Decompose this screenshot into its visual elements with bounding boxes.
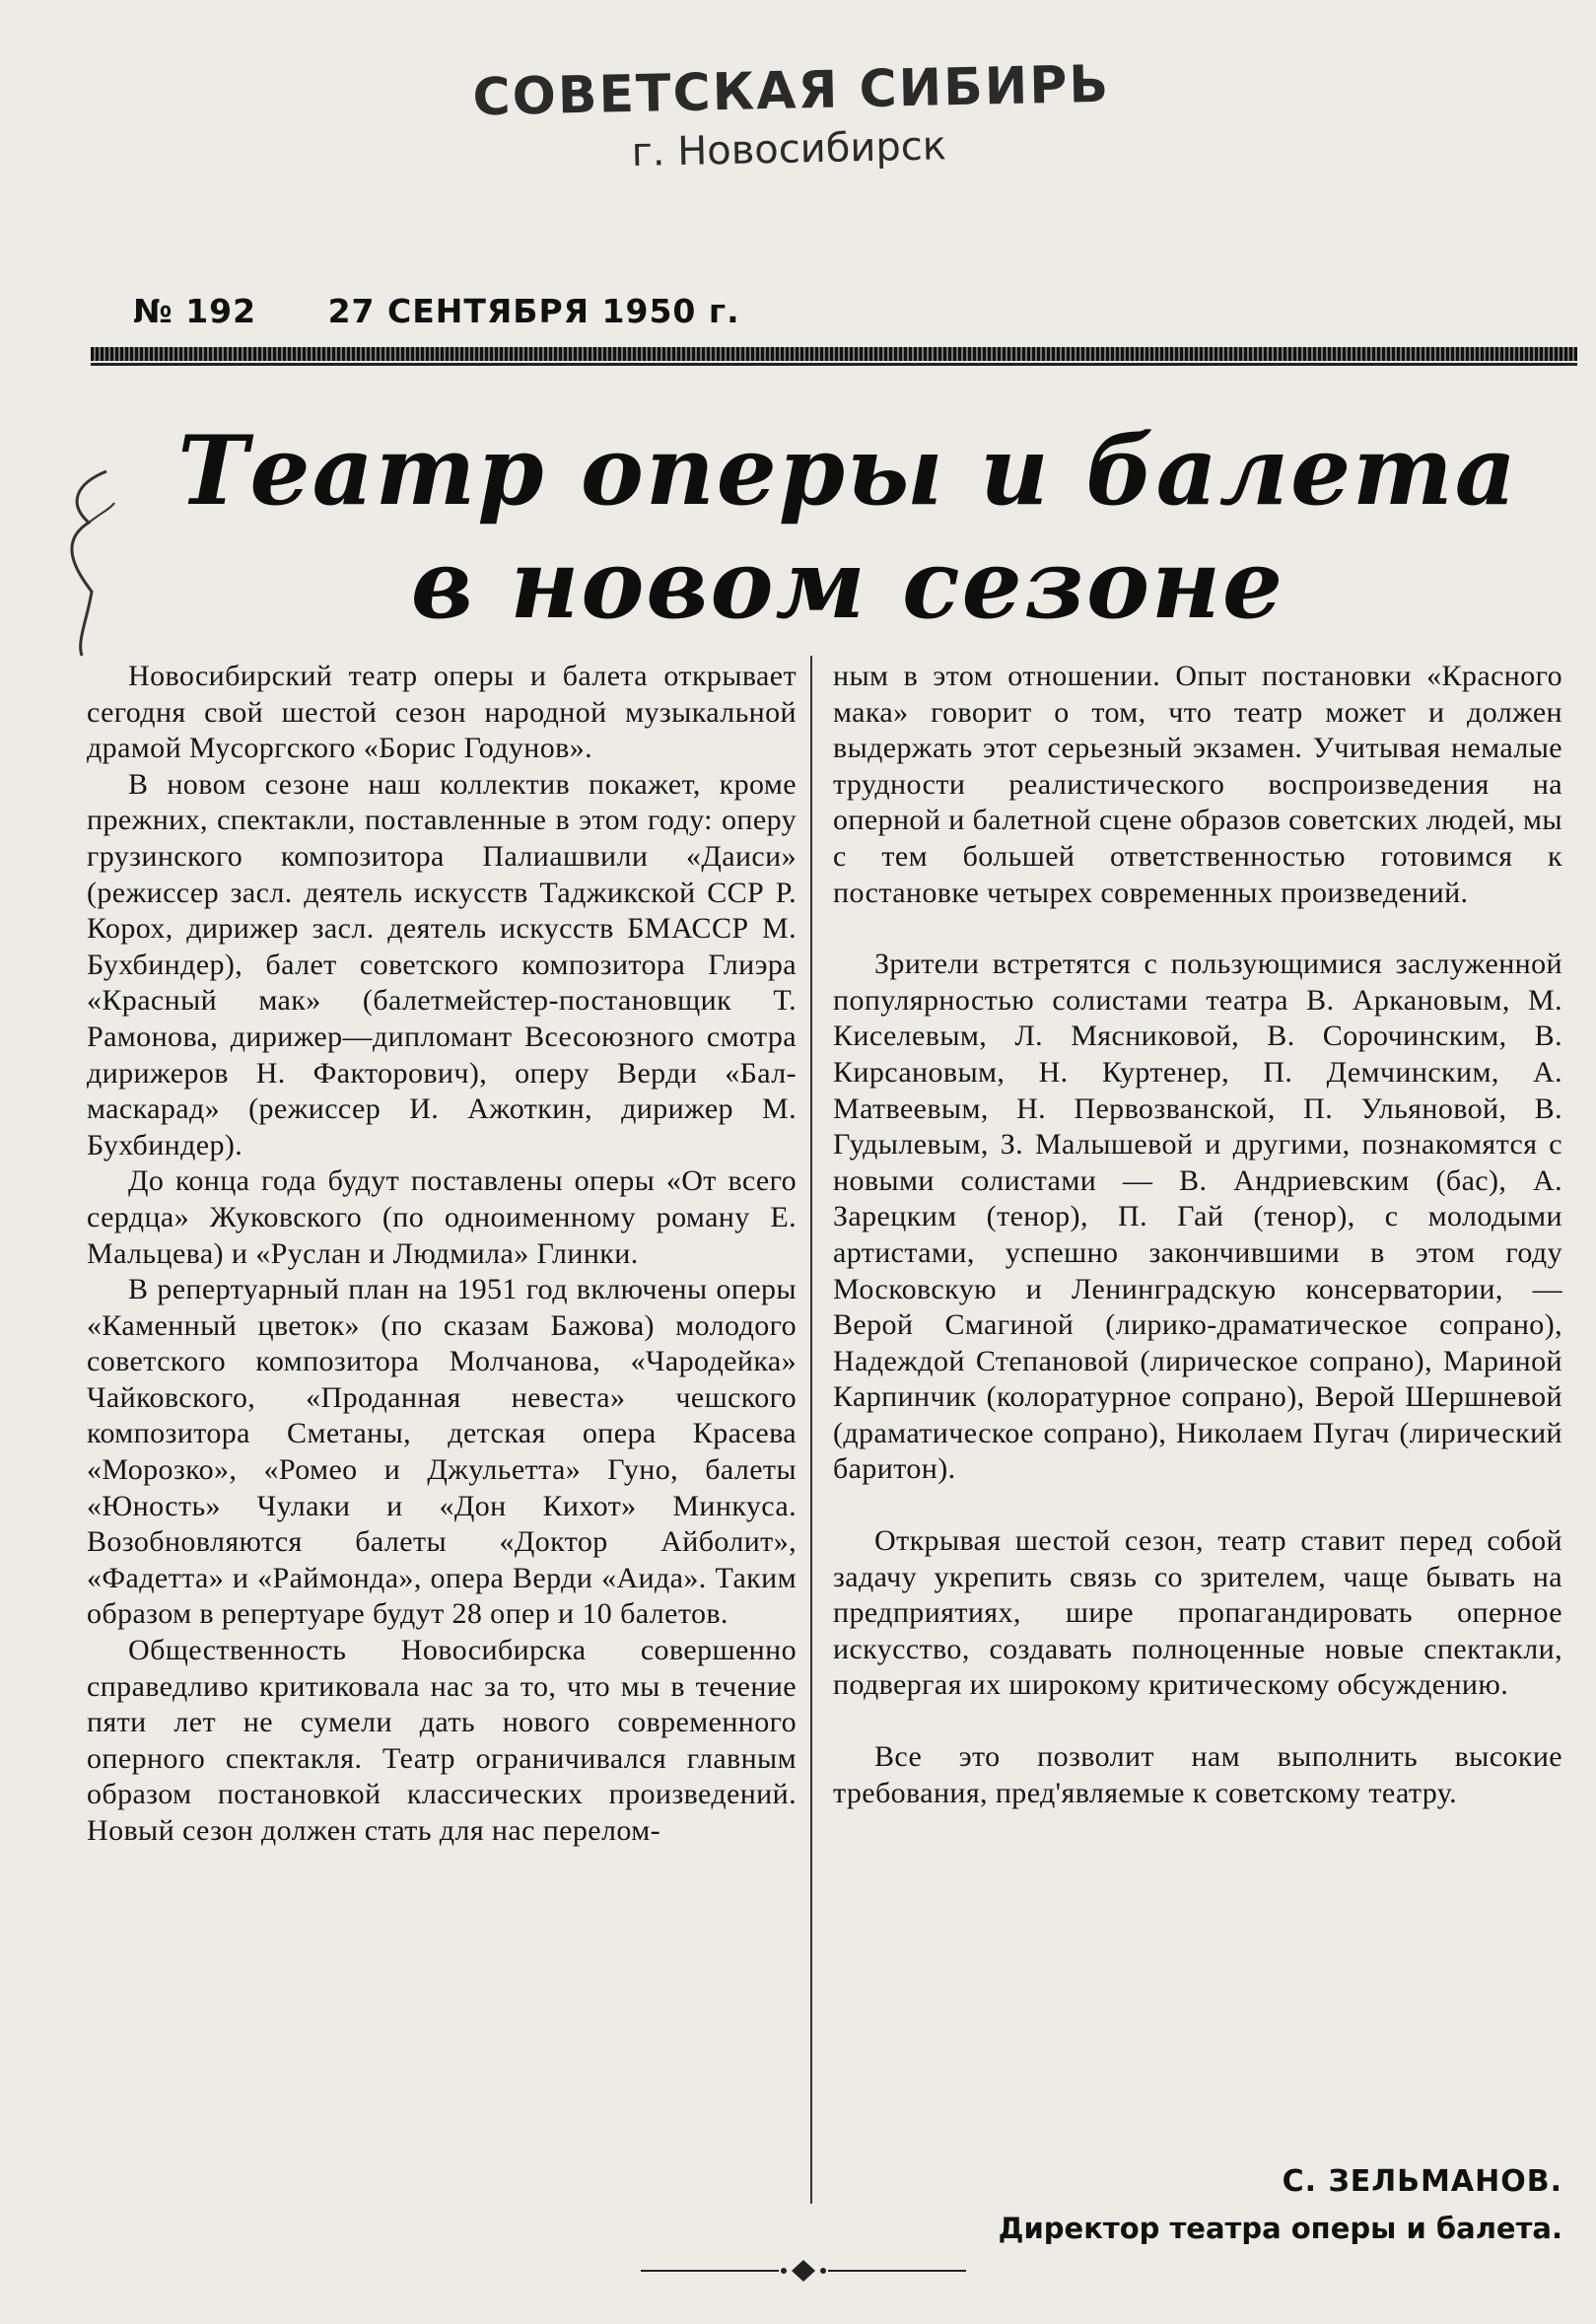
newspaper-stamp (472, 54, 1164, 179)
paragraph: До конца года будут поставлены оперы «От всего сердца» Жуковского (по одноименному роману Е. Мальцева) и «Руслан и Людмила» Глинки. (87, 1164, 797, 1270)
paragraph: Новосибирский театр оперы и балета открывает сегодня свой шестой сезон народной музыкальной драмой Мусоргского «Борис Годунов». (87, 660, 797, 765)
issue-line (133, 292, 799, 330)
paragraph: В репертуарный план на 1951 год включены оперы «Каменный цветок» (по сказам Бажова) молодого советского композитора Молчанова, «Чародейка» Чайковского, «Проданная невеста» чешского композитора Сметаны, детская опера Красева «Морозко», «Ромео и Джульетта» Гуно, балеты «Юность» Чулаки и «Дон Кихот» Минкуса. Возобновляются балеты «Доктор Айболит», «Фадетта» и «Раймонда», опера Верди «Аида». Таким образом в репертуаре будут 28 опер и 10 балетов. (87, 1273, 797, 1631)
headline-line-1: Театр оперы и балета (177, 415, 1518, 527)
newspaper-name: СОВЕТСКАЯ СИБИРЬ (471, 54, 1111, 128)
column-divider (810, 656, 812, 2204)
article-column-1 (87, 659, 797, 1850)
newspaper-city: г. Новосибирск (631, 123, 947, 176)
header-rule (91, 347, 1577, 361)
paragraph: В новом сезоне наш коллектив покажет, кроме прежних, спектакли, поставленные в этом году: оперу грузинского композитора Палиашвили «Даиси» (режиссер засл. деятель искусств Таджикской ССР Р. Корох, дирижер засл. деятель искусств БМАССР М. Бухбиндер), балет советского композитора Глиэра «Красный мак» (балетмейстер-постановщик Т. Рамонова, дирижер—дипломант Всесоюзного смотра дирижеров Н. Факторович), оперу Верди «Бал-маскарад» (режиссер И. Ажоткин, дирижер М. Бухбиндер). (87, 767, 797, 1162)
header-rule-underline (91, 363, 1577, 366)
signature-name: С. ЗЕЛЬМАНОВ. (1282, 2164, 1562, 2199)
ornament-divider-icon (641, 2260, 966, 2282)
issue-number: № 192 (133, 292, 257, 330)
signature-role: Директор театра оперы и балета. (998, 2212, 1562, 2245)
headline-line-2: в новом сезоне (410, 528, 1285, 640)
paragraph-continuation: ным в этом отношении. Опыт постановки «Красного мака» говорит о том, что театр может и должен выдержать этот серьезный экзамен. Учитывая немалые трудности реалистического воспроизведения на оперной и балетной сцене образов советских людей, мы с тем большей ответственностью готовимся к постановке четырех современных произведений. (833, 660, 1562, 909)
paragraph: Открывая шестой сезон, театр ставит перед собой задачу укрепить связь со зрителем, чаще бывать на предприятиях, шире пропагандировать оперное искусство, создавать полноценные новые спектакли, подвергая их широкому критическому обсуждению. (833, 1524, 1562, 1702)
article-headline (99, 414, 1596, 641)
paragraph: Общественность Новосибирска совершенно справедливо критиковала нас за то, что мы в течение пяти лет не сумели дать нового современного оперного спектакля. Театр ограничивался главным образом постановкой классических произведений. Новый сезон должен стать для нас перелом- (87, 1634, 797, 1847)
paragraph: Все это позволит нам выполнить высокие требования, пред'являемые к советскому театру. (833, 1740, 1562, 1809)
issue-date: 27 СЕНТЯБРЯ 1950 г. (327, 292, 740, 330)
paragraph: Зрители встретятся с пользующимися заслуженной популярностью солистами театра В. Аркановым, М. Киселевым, Л. Мясниковой, В. Сорочинским, В. Кирсановым, Н. Куртенер, П. Демчинским, А. Матвеевым, Н. Первозванской, П. Ульяновой, В. Гудылевым, З. Малышевой и другими, познакомятся с новыми солистами — В. Андриевским (бас), А. Зарецким (тенор), П. Гай (тенор), с молодыми артистами, успешно закончившими в этом году Московскую и Ленинградскую консерватории, — Верой Смагиной (лирико-драматическое сопрано), Надеждой Степановой (лирическое сопрано), Мариной Карпинчик (колоратурное сопрано), Верой Шершневой (драматическое сопрано), Николаем Пугач (лирический баритон). (833, 948, 1562, 1486)
article-column-2 (833, 659, 1562, 1811)
